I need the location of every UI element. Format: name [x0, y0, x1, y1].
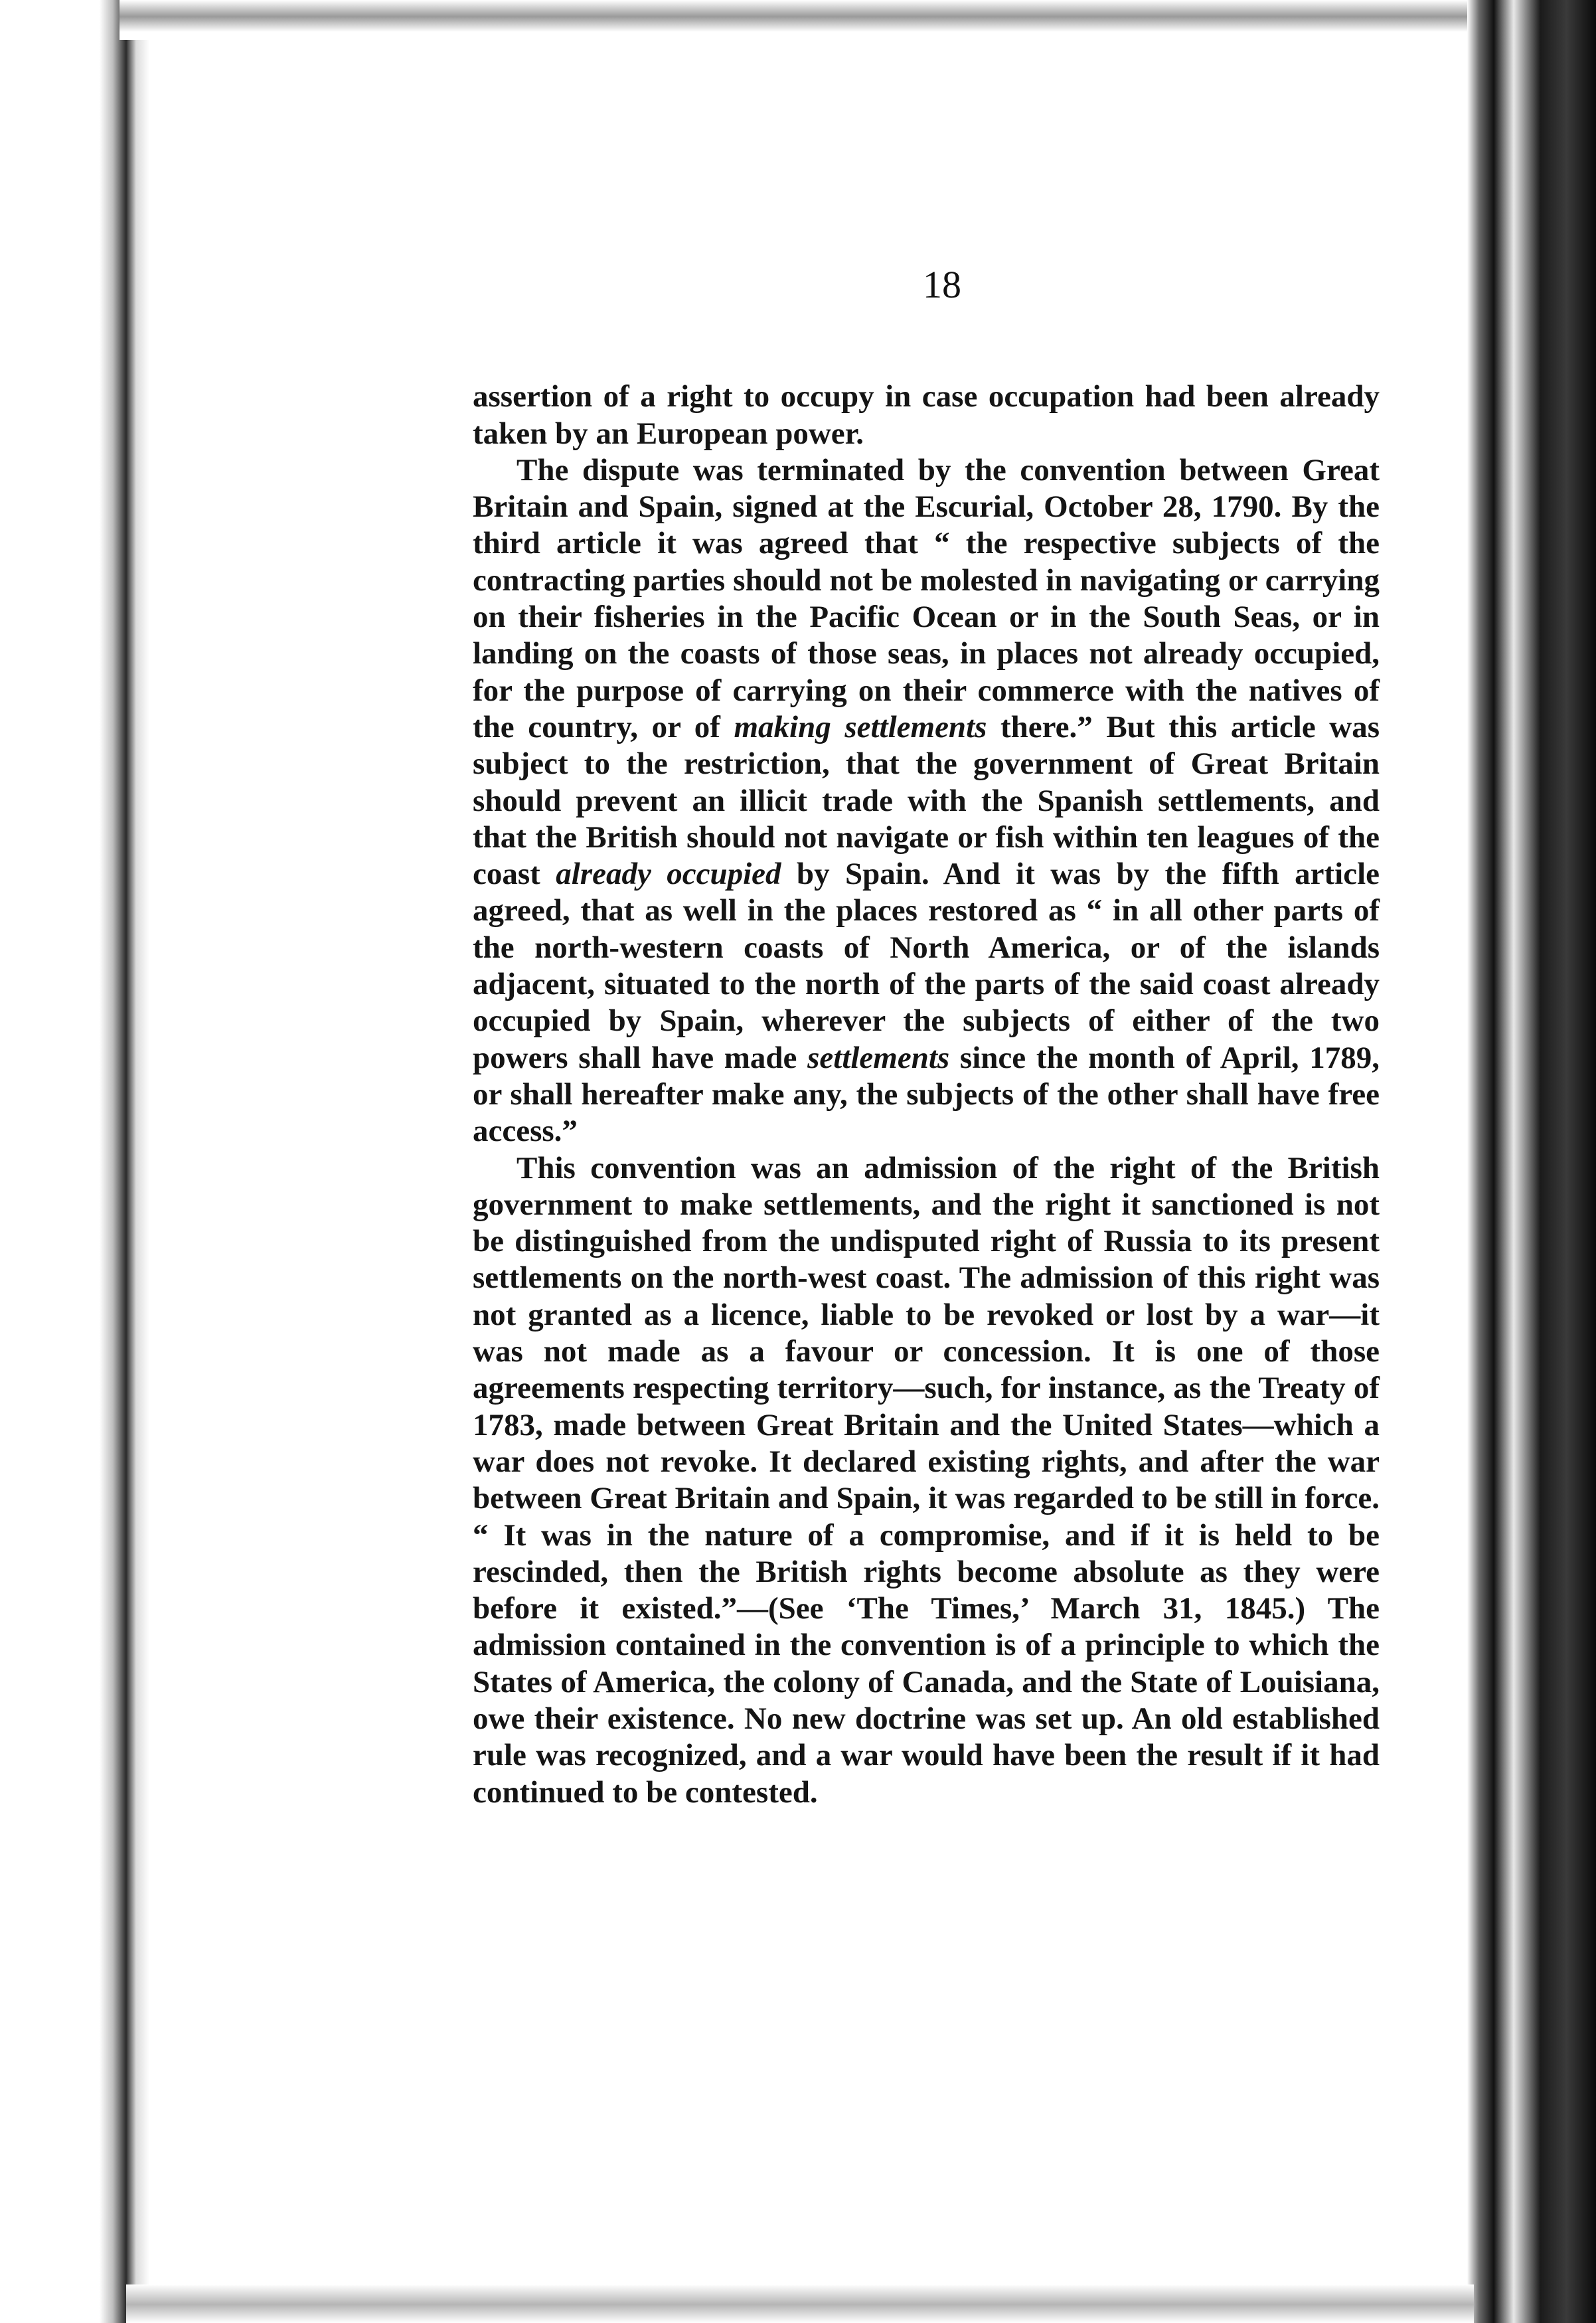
paragraph-2 [473, 452, 1380, 1150]
adjacent-page-right-edge [1467, 0, 1596, 2323]
italic-already-occupied: already occupied [556, 857, 781, 892]
paragraph-2-text-d: since the month of April, 1789, or shall hereafter make any, the subjects of the other shall have free access.” [473, 1040, 1380, 1149]
italic-making-settlements: making settlements [734, 709, 987, 744]
paragraph-2-text-a: The dispute was terminated by the convention between Great Britain and Spain, signed at the Escurial, October 28, 1790. By the third article it was agreed that “ the respective subjects of the contracting parties should not be molested in navigating or carrying on their fisheries in the Pacific Ocean or in the South Seas, or in landing on the coasts of those seas, in places not already occupied, for the purpose of carrying on their commerce with the natives of the country, or of [473, 452, 1380, 744]
page-number: 18 [923, 263, 961, 306]
italic-settlements: settlements [807, 1040, 950, 1075]
paragraph-3-text: This convention was an admission of the right of the British government to make settlements, and the right it sanctioned is not be distinguished from the undisputed right of Russia to its present settlements on the north-west coast. The admission of this right was not granted as a licence, liable to be revoked or lost by a war—it was not made as a favour or concession. It is one of those agreements respecting territory—such, for instance, as the Treaty of 1783, made between Great Britain and the United States—which a war does not revoke. It declared existing rights, and after the war between Great Britain and Spain, it was regarded to be still in force. “ It was in the nature of a compromise, and if it is held to be rescinded, then the British rights become absolute as they were before it existed.”—(See ‘The Times,’ March 31, 1845.) The admission contained in the convention is of a principle to which the States of America, the colony of Canada, and the State of Louisiana, owe their existence. No new doctrine was set up. An old established rule was recognized, and a war would have been the result if it had continued to be contested. [473, 1150, 1380, 1810]
page-bottom-edge [126, 2284, 1474, 2323]
paragraph-1-text: assertion of a right to occupy in case occupation had been already taken by an European power. [473, 379, 1380, 451]
paragraph-1 [473, 342, 1380, 452]
page-top-edge [120, 0, 1480, 40]
book-binding-left-edge [0, 0, 153, 2323]
paragraph-3 [473, 1150, 1380, 1811]
paragraph-2-text-b: there.” But this article was subject to the restriction, that the government of Great Britain should prevent an illicit trade with the Spanish settlements, and that the British should not navigate or fish within ten leagues of the coast [473, 709, 1380, 892]
paragraph-2-text-c: by Spain. And it was by the fifth article agreed, that as well in the places restored as “ in all other parts of the north-western coasts of North America, or of the islands adjacent, situated to the north of the parts of the said coast already occupied by Spain, wherever the subjects of either of the two powers shall have made [473, 857, 1380, 1075]
body-text [473, 342, 1380, 1811]
